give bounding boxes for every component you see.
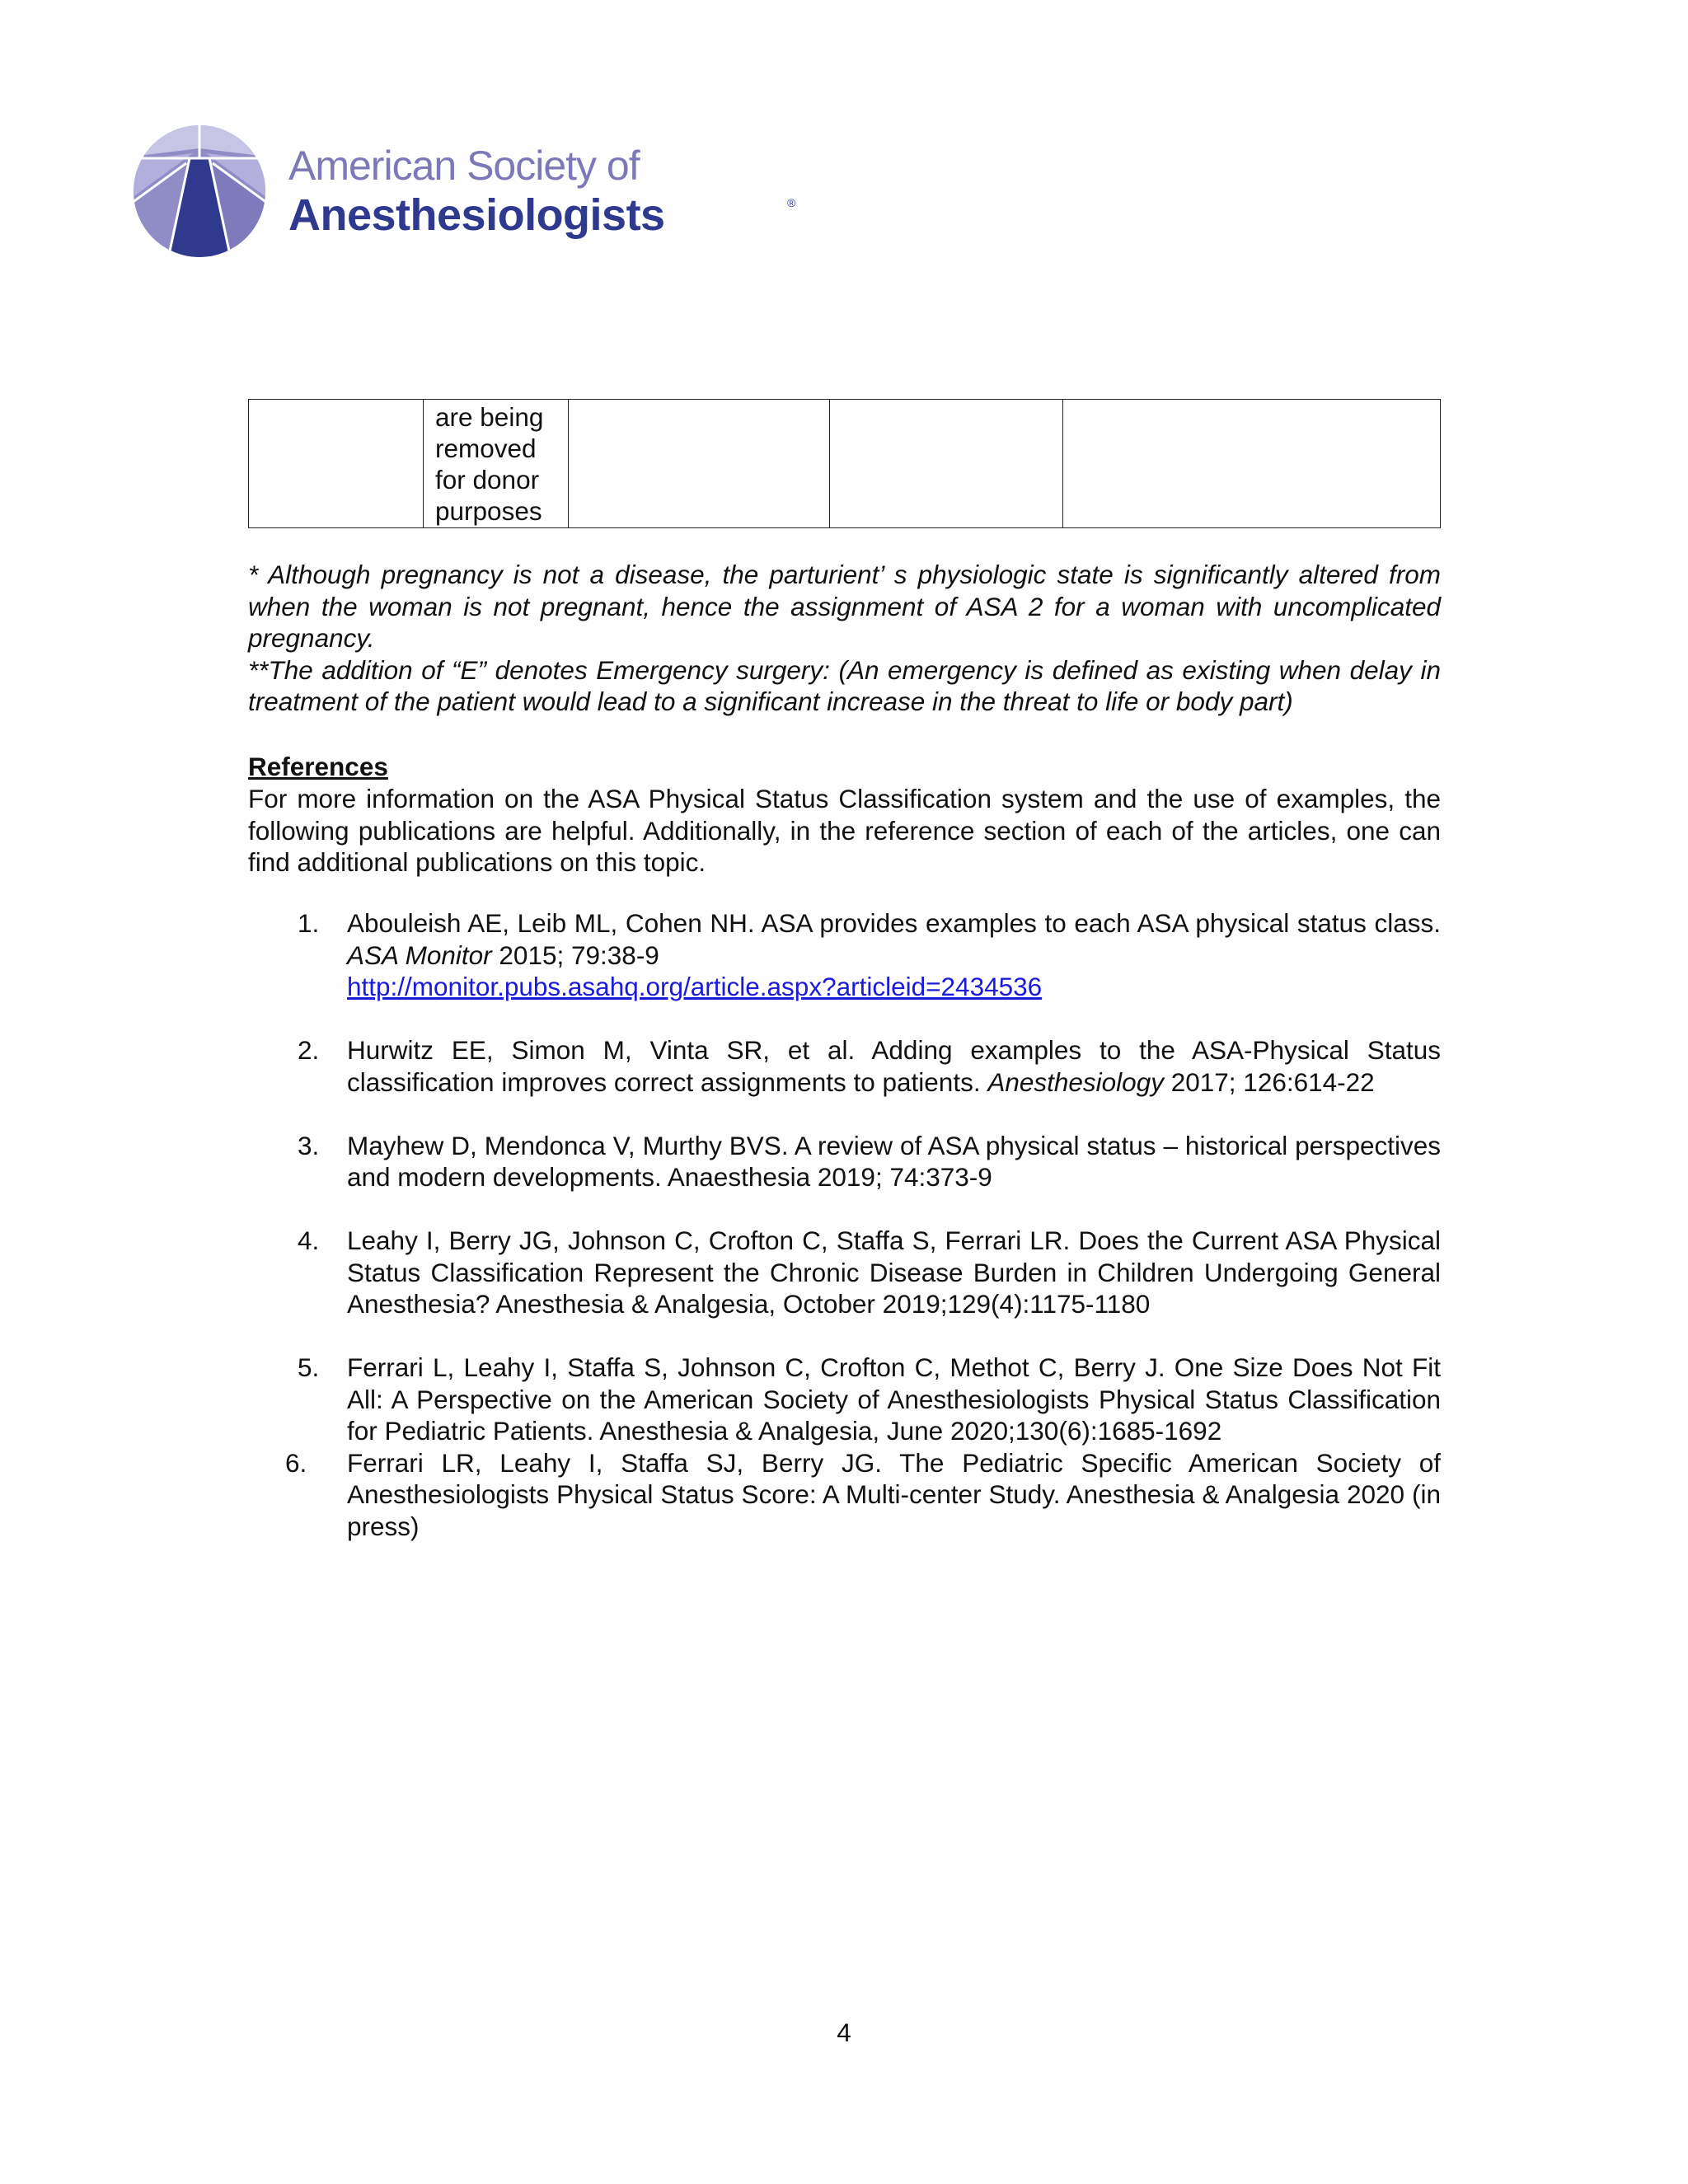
reference-text-tail: 2015; 79:38-9	[491, 940, 659, 970]
table-cell	[424, 400, 569, 528]
cell-text-line: purposes	[435, 496, 542, 526]
table-footnotes	[248, 559, 1441, 718]
reference-link[interactable]: http://monitor.pubs.asahq.org/article.aspx?articleid=2434536	[347, 972, 1043, 1001]
org-name-line2: Anesthesiologists	[288, 190, 665, 240]
asa-logo-icon	[132, 124, 267, 259]
table-cell	[249, 400, 424, 528]
cell-text-line: for donor	[435, 465, 540, 494]
reference-text-tail: 2017; 126:614-22	[1163, 1066, 1375, 1097]
page-number: 4	[837, 2018, 851, 2047]
journal-name: Anesthesiology	[987, 1066, 1164, 1097]
reference-number: 3.	[298, 1130, 320, 1160]
reference-number: 1.	[298, 908, 320, 938]
reference-number: 5.	[298, 1352, 320, 1382]
classification-table-fragment	[248, 399, 1441, 528]
asa-logo	[132, 124, 796, 264]
cell-text-line: are being	[435, 402, 544, 432]
table-cell	[1063, 400, 1441, 528]
reference-text: Leahy I, Berry JG, Johnson C, Crofton C, Staffa S, Ferrari LR. Does the Current ASA Physical Status Classification Represent the Chronic Disease Burden in Children Undergoing General Anesthesia? Anesthesia & Analgesia, October 2019;129(4):1175-1180	[347, 1226, 1441, 1319]
cell-text-line: removed	[435, 434, 537, 463]
references-heading: References	[248, 752, 388, 781]
table-cell	[569, 400, 830, 528]
reference-number: 6.	[285, 1447, 307, 1478]
journal-name: ASA Monitor	[347, 940, 492, 970]
registered-mark: ®	[787, 196, 796, 209]
list-item	[248, 1225, 1441, 1320]
footnote-emergency: **The addition of “E” denotes Emergency surgery: (An emergency is defined as existing when delay in treatment of the patient would lead to a significant increase in the threat to life or body part)	[248, 654, 1441, 716]
reference-text: Ferrari L, Leahy I, Staffa S, Johnson C, Crofton C, Methot C, Berry J. One Size Does Not Fit All: A Perspective on the American Society of Anesthesiologists Physical Status Classification for Pediatric Patients. Anesthesia & Analgesia, June 2020;130(6):1685-1692	[347, 1352, 1441, 1446]
list-item	[248, 1034, 1441, 1098]
footnote-pregnancy: * Although pregnancy is not a disease, the parturient’ s physiologic state is significantly altered from when the woman is not pregnant, hence the assignment of ASA 2 for a woman with uncomplicated pregnancy.	[248, 560, 1441, 653]
reference-number: 2.	[298, 1035, 320, 1065]
reference-text: Ferrari LR, Leahy I, Staffa SJ, Berry JG. The Pediatric Specific American Society of Anesthesiologists Physical Status Score: A Multi-center Study. Anesthesia & Analgesia 2020 (in press)	[347, 1447, 1441, 1541]
references-intro: For more information on the ASA Physical Status Classification system and the use of examples, the following publications are helpful. Additionally, in the reference section of each of the articles, one can find additional publications on this topic.	[248, 784, 1441, 877]
table-cell	[830, 400, 1063, 528]
table-row	[249, 400, 1441, 528]
list-item	[248, 1447, 1441, 1543]
reference-text: Mayhew D, Mendonca V, Murthy BVS. A review of ASA physical status – historical perspectives and modern developments. Anaesthesia 2019; 74:373-9	[347, 1130, 1441, 1192]
list-item	[248, 1130, 1441, 1193]
reference-number: 4.	[298, 1226, 320, 1255]
reference-text: Abouleish AE, Leib ML, Cohen NH. ASA provides examples to each ASA physical status class.	[347, 908, 1441, 938]
org-name-line1: American Society of	[288, 143, 640, 189]
reference-list	[248, 907, 1441, 1542]
list-item	[248, 1352, 1441, 1447]
reference-text: Hurwitz EE, Simon M, Vinta SR, et al. Adding examples to the ASA-Physical Status classification improves correct assignments to patients.	[347, 1035, 1441, 1097]
list-item	[248, 907, 1441, 1003]
